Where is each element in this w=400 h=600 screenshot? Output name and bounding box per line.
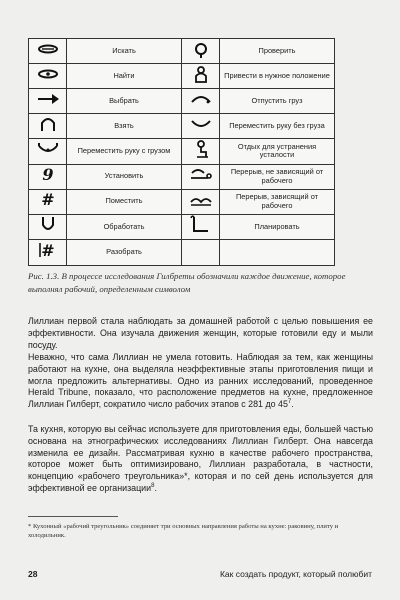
- table-right-label: Отпустить груз: [251, 95, 303, 105]
- table-left-label-cell: [67, 190, 182, 215]
- svg-text:9: 9: [41, 165, 54, 184]
- nine-icon: [35, 165, 61, 188]
- table-right-label-cell: [220, 64, 334, 89]
- table-left-label-cell: [67, 39, 182, 64]
- running-title: Как создать продукт, который полюбит: [219, 569, 372, 579]
- svg-text:#: #: [40, 190, 55, 209]
- table-left-symbol-cell: [29, 139, 67, 164]
- table-right-label: Планировать: [254, 221, 300, 231]
- eye-icon: [35, 65, 61, 88]
- table-right-symbol-cell: [182, 64, 220, 89]
- therblig-table: [28, 38, 335, 266]
- table-left-label: Выбрать: [109, 95, 139, 105]
- table-left-symbol-cell: [29, 165, 67, 190]
- table-right-label: Перерыв, зависящий от рабочего: [235, 192, 319, 210]
- table-right-label-cell: [220, 240, 334, 265]
- cup-icon: [188, 90, 214, 113]
- svg-text:#: #: [40, 240, 55, 259]
- table-left-symbol-cell: [29, 39, 67, 64]
- bracket-icon: [188, 215, 214, 238]
- table-right-label: Перерыв, не зависящий от рабочего: [230, 167, 324, 185]
- table-left-symbol-cell: [29, 89, 67, 114]
- footnote-divider: [28, 516, 118, 517]
- zigzag-icon: [188, 190, 214, 213]
- table-right-label: Переместить руку без груза: [229, 121, 325, 131]
- table-right-label-cell: [220, 139, 334, 164]
- table-left-label-cell: [67, 165, 182, 190]
- table-left-label-cell: [67, 64, 182, 89]
- cup-with-stem-icon: [35, 140, 61, 163]
- table-right-label-cell: [220, 215, 334, 240]
- paragraph-2-superscript: 7: [287, 399, 292, 406]
- table-right-label-cell: [220, 165, 334, 190]
- paragraph-2-text: Неважно, что сама Лиллиан не умела готовить. Наблюдая за тем, как женщины работают на кухне, она выделяла неэффективные этапы приготовления пищи и могла предложить альтернативы. Одно из ранних исследований, проведенное Herald Tribune, показало, что расположение предметов на кухне, предложенное Лиллиан Гилберт, сократило число рабочих этапов с 281 до 45: [28, 352, 373, 410]
- table-left-label: Установить: [104, 171, 144, 181]
- table-left-label: Переместить руку с грузом: [77, 146, 171, 156]
- seated-figure-icon: [188, 140, 214, 163]
- paragraph-1-text: Лиллиан первой стала наблюдать за домашней работой с целью повышения ее эффективности. Она изучала движения женщин, которые готовили еду и мыли посуду.: [28, 316, 373, 350]
- table-left-label-cell: [67, 240, 182, 265]
- table-right-symbol-cell: [182, 139, 220, 164]
- smile-icon: [188, 115, 214, 138]
- table-right-label-cell: [220, 190, 334, 215]
- o-with-line-icon: [188, 40, 214, 63]
- table-left-symbol-cell: [29, 114, 67, 139]
- table-right-label: Проверить: [258, 45, 296, 55]
- table-left-label-cell: [67, 89, 182, 114]
- table-right-label: Привести в нужное положение: [224, 70, 330, 80]
- table-left-label: Обработать: [103, 221, 145, 231]
- table-left-symbol-cell: [29, 215, 67, 240]
- table-left-label: Взять: [114, 121, 134, 131]
- table-left-symbol-cell: [29, 190, 67, 215]
- table-right-symbol-cell: [182, 215, 220, 240]
- table-left-label: Разобрать: [106, 247, 142, 257]
- table-right-label-cell: [220, 89, 334, 114]
- paragraph-3-superscript: 8: [151, 483, 155, 490]
- table-right-symbol-cell: [182, 165, 220, 190]
- footnote: * Кухонный «рабочий треугольник» соединяет три основных направления работы на кухне: раковину, плиту и холодильник.: [28, 523, 339, 539]
- table-right-symbol-cell: [182, 89, 220, 114]
- arrow-icon: [35, 90, 61, 113]
- table-right-symbol-cell: [182, 39, 220, 64]
- paragraph-3: Та кухня, которую вы сейчас используете для приготовления еды, большей частью основана на этнографических исследованиях Лиллиан Гилберт. Она навсегда изменила ее дизайн. Рассматривая кухню в качестве рабочего пространства, которое может быть оптимизировано, Лиллиан разработала, в частности, концепцию «рабочего треугольника»*, которая и по сей день используется для эффективной ее организации$^8$.: [28, 424, 373, 493]
- table-left-label-cell: [67, 114, 182, 139]
- hash-icon: [35, 190, 61, 213]
- page-number: 28: [28, 569, 38, 579]
- table-right-label-cell: [220, 114, 334, 139]
- table-left-label: Поместить: [105, 196, 143, 206]
- paragraph-3-text: Та кухня, которую вы сейчас используете для приготовления еды, большей частью основана на этнографических исследованиях Лиллиан Гилберт. Она навсегда изменила ее дизайн. Рассматривая кухню в качестве рабочего пространства, которое может быть оптимизировано, Лиллиан разработала, в частности, концепцию «рабочего треугольника»*, которая и по сей день используется для эффективной ее организации: [28, 424, 373, 493]
- table-right-symbol-cell: [182, 190, 220, 215]
- figure-caption: Рис. 1.3. В процессе исследования Гилбреты обозначили каждое движение, которое выполнял рабочий, определенным символом: [28, 271, 346, 294]
- table-left-symbol-cell: [29, 64, 67, 89]
- table-right-symbol-cell: [182, 240, 220, 265]
- table-right-label-cell: [220, 39, 334, 64]
- table-left-label-cell: [67, 215, 182, 240]
- arch-icon: [35, 115, 61, 138]
- table-right-symbol-cell: [182, 114, 220, 139]
- paragraph-1: [28, 316, 373, 351]
- paragraph-2: Неважно, что сама Лиллиан не умела готовить. Наблюдая за тем, как женщины работают на кухне, она выделяла неэффективные этапы приготовления пищи и могла предложить альтернативы. Одно из ранних исследований, проведенное Herald Tribune, показало, что расположение предметов на кухне, предложенное Лиллиан Гилберт, сократило число рабочих этапов с 281 до $45^7$.: [28, 352, 373, 410]
- hash-bar-icon: [35, 241, 61, 264]
- figure-eight-icon: [188, 65, 214, 88]
- table-left-label-cell: [67, 139, 182, 164]
- lying-figure-icon: [188, 165, 214, 188]
- table-left-symbol-cell: [29, 240, 67, 265]
- u-icon: [35, 215, 61, 238]
- oval-icon: [35, 40, 61, 63]
- table-left-label: Найти: [113, 70, 135, 80]
- table-right-label: Отдых для устранения усталости: [237, 141, 317, 160]
- table-left-label: Искать: [112, 45, 136, 55]
